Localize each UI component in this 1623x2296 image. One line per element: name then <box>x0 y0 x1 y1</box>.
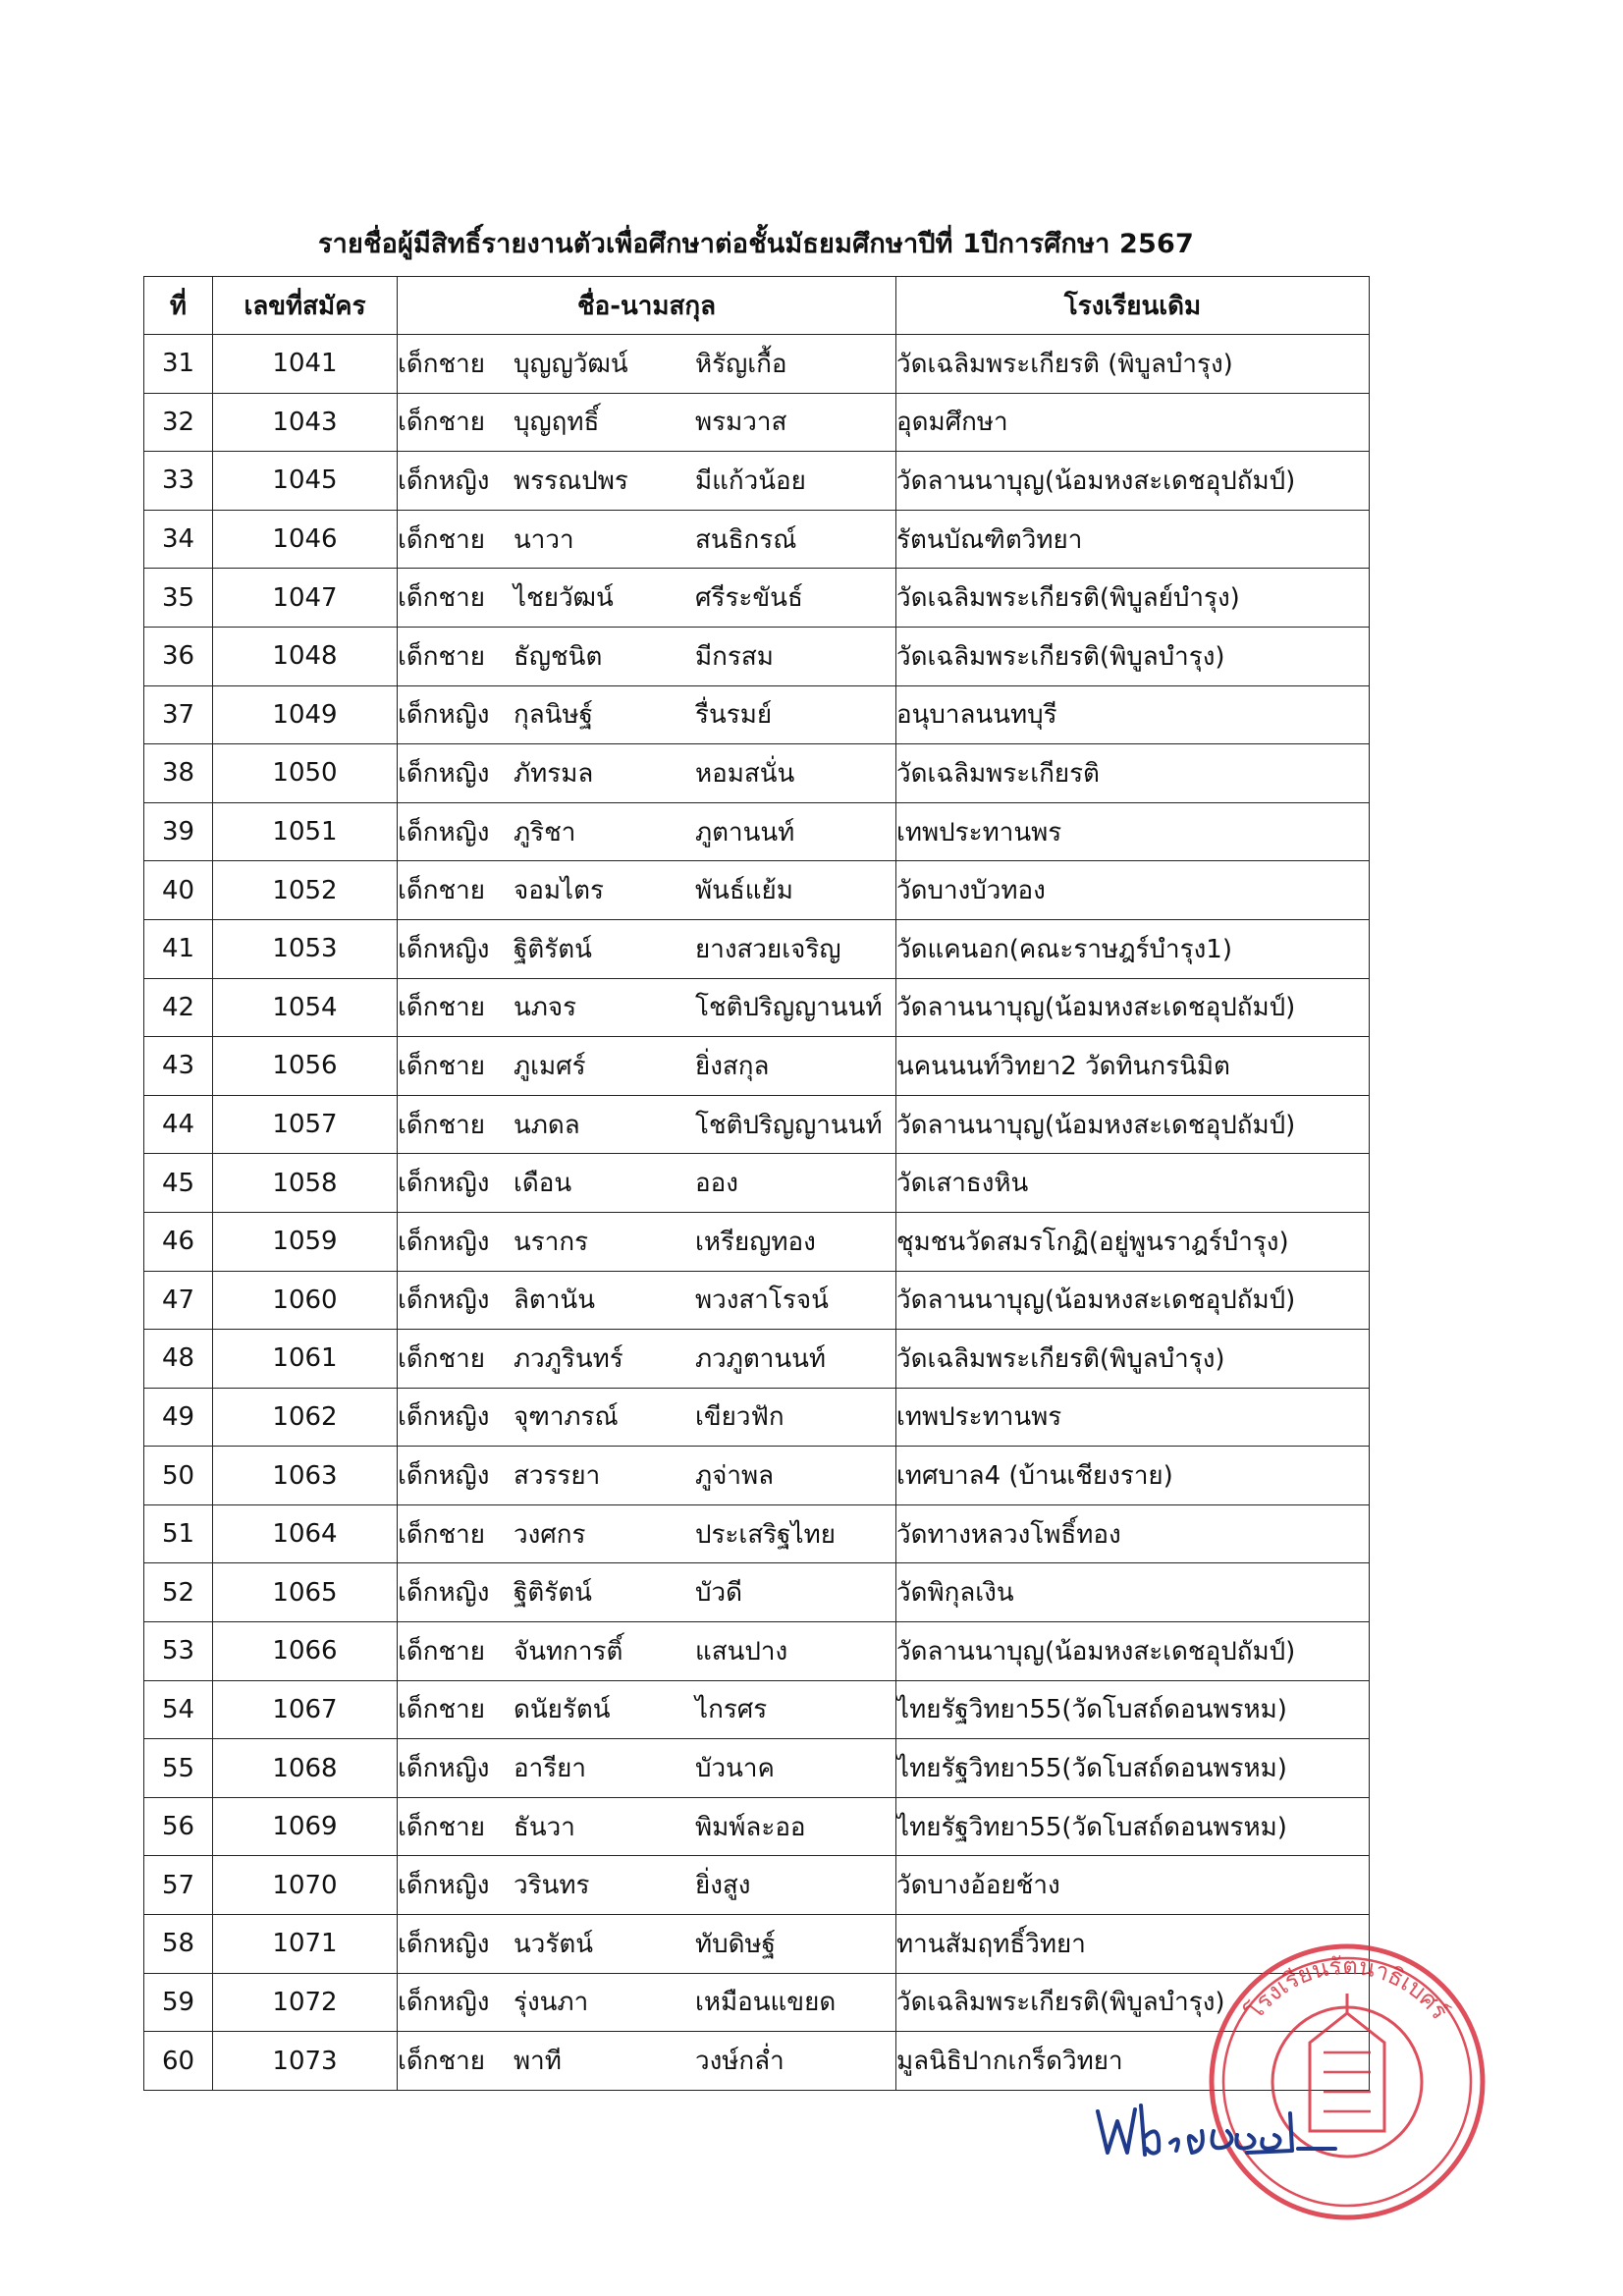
name-prefix: เด็กหญิง <box>398 1461 490 1492</box>
first-name: ไชยวัฒน์ <box>514 583 614 614</box>
previous-school: วัดทางหลวงโพธิ์ทอง <box>896 1504 1370 1563</box>
student-name <box>398 510 896 569</box>
row-number: 55 <box>144 1739 213 1798</box>
table-row <box>144 978 1370 1037</box>
header-previous-school: โรงเรียนเดิม <box>896 277 1370 335</box>
last-name: แสนปาง <box>695 1636 788 1667</box>
first-name: จันทการติ์ <box>514 1636 623 1667</box>
previous-school: ไทยรัฐวิทยา55(วัดโบสถ์ดอนพรหม) <box>896 1739 1370 1798</box>
first-name: นภจร <box>514 993 577 1023</box>
table-row <box>144 1095 1370 1154</box>
first-name: ภัทรมล <box>514 758 594 789</box>
name-prefix: เด็กหญิง <box>398 1871 490 1901</box>
last-name: ภูตานนท์ <box>695 817 795 847</box>
first-name: ภวภูรินทร์ <box>514 1343 623 1374</box>
row-number: 36 <box>144 627 213 685</box>
previous-school: นคนนนท์วิทยา2 วัดทินกรนิมิต <box>896 1037 1370 1096</box>
last-name: บัวดี <box>695 1578 742 1609</box>
first-name: พรรณปพร <box>514 465 628 496</box>
first-name: จอมไตร <box>514 876 604 906</box>
student-name <box>398 1797 896 1856</box>
row-number: 45 <box>144 1154 213 1213</box>
student-name <box>398 2032 896 2091</box>
name-prefix: เด็กชาย <box>398 1812 485 1842</box>
table-row <box>144 510 1370 569</box>
student-name <box>398 685 896 744</box>
name-prefix: เด็กหญิง <box>398 934 490 964</box>
student-name <box>398 802 896 861</box>
first-name: ฐิติรัตน์ <box>514 934 592 964</box>
student-roster-table <box>143 276 1370 2091</box>
row-number: 34 <box>144 510 213 569</box>
row-number: 33 <box>144 452 213 511</box>
previous-school: วัดเฉลิมพระเกียรติ <box>896 744 1370 803</box>
table-row <box>144 569 1370 628</box>
previous-school: วัดพิกุลเงิน <box>896 1563 1370 1622</box>
application-number: 1046 <box>213 510 398 569</box>
table-row <box>144 393 1370 452</box>
first-name: นาวา <box>514 524 574 555</box>
table-row <box>144 1563 1370 1622</box>
name-prefix: เด็กชาย <box>398 1343 485 1374</box>
table-row <box>144 1330 1370 1389</box>
previous-school: วัดเสาธงหิน <box>896 1154 1370 1213</box>
application-number: 1062 <box>213 1388 398 1447</box>
name-prefix: เด็กชาย <box>398 1519 485 1550</box>
row-number: 38 <box>144 744 213 803</box>
previous-school: วัดบางบัวทอง <box>896 861 1370 920</box>
student-name <box>398 1330 896 1389</box>
student-name <box>398 1739 896 1798</box>
first-name: วงศกร <box>514 1519 586 1550</box>
name-prefix: เด็กชาย <box>398 524 485 555</box>
name-prefix: เด็กหญิง <box>398 1988 490 2018</box>
previous-school: อนุบาลนนทบุรี <box>896 685 1370 744</box>
last-name: โชติปริญญานนท์ <box>695 993 883 1023</box>
name-prefix: เด็กหญิง <box>398 1754 490 1784</box>
table-row <box>144 1797 1370 1856</box>
table-row <box>144 1037 1370 1096</box>
last-name: ยางสวยเจริญ <box>695 934 841 964</box>
previous-school: วัดเฉลิมพระเกียรติ (พิบูลบำรุง) <box>896 335 1370 394</box>
name-prefix: เด็กชาย <box>398 349 485 379</box>
first-name: ดนัยรัตน์ <box>514 1695 611 1725</box>
previous-school: วัดบางอ้อยช้าง <box>896 1856 1370 1915</box>
table-row <box>144 1212 1370 1271</box>
application-number: 1052 <box>213 861 398 920</box>
table-row <box>144 627 1370 685</box>
last-name: เหรียญทอง <box>695 1227 816 1257</box>
last-name: ออง <box>695 1169 738 1199</box>
application-number: 1049 <box>213 685 398 744</box>
application-number: 1065 <box>213 1563 398 1622</box>
application-number: 1059 <box>213 1212 398 1271</box>
row-number: 58 <box>144 1915 213 1974</box>
seal-text: โรงเรียนรัตนาธิเบศร์ <box>1240 1951 1454 2025</box>
previous-school: อุดมศึกษา <box>896 393 1370 452</box>
previous-school: เทพประทานพร <box>896 1388 1370 1447</box>
application-number: 1054 <box>213 978 398 1037</box>
name-prefix: เด็กชาย <box>398 1636 485 1667</box>
last-name: มีแก้วน้อย <box>695 465 806 496</box>
last-name: ภูจ่าพล <box>695 1461 775 1492</box>
application-number: 1047 <box>213 569 398 628</box>
application-number: 1070 <box>213 1856 398 1915</box>
application-number: 1051 <box>213 802 398 861</box>
row-number: 35 <box>144 569 213 628</box>
row-number: 47 <box>144 1271 213 1330</box>
header-full-name: ชื่อ-นามสกุล <box>398 277 896 335</box>
application-number: 1053 <box>213 919 398 978</box>
table-row <box>144 1973 1370 2032</box>
first-name: กุลนิษฐ์ <box>514 700 593 731</box>
table-header <box>144 277 1370 335</box>
name-prefix: เด็กหญิง <box>398 1227 490 1257</box>
row-number: 43 <box>144 1037 213 1096</box>
student-name <box>398 1680 896 1739</box>
first-name: ลิตานัน <box>514 1285 595 1316</box>
application-number: 1045 <box>213 452 398 511</box>
previous-school: วัดลานนาบุญ(น้อมหงสะเดชอุปถัมป์) <box>896 1622 1370 1681</box>
first-name: เดือน <box>514 1169 572 1199</box>
table-row <box>144 1271 1370 1330</box>
first-name: ภูเมศร์ <box>514 1051 586 1081</box>
first-name: ภูริชา <box>514 817 576 847</box>
student-name <box>398 1154 896 1213</box>
row-number: 59 <box>144 1973 213 2032</box>
application-number: 1073 <box>213 2032 398 2091</box>
last-name: ไกรศร <box>695 1695 768 1725</box>
student-name <box>398 861 896 920</box>
name-prefix: เด็กหญิง <box>398 1169 490 1199</box>
first-name: นรากร <box>514 1227 589 1257</box>
student-name <box>398 1856 896 1915</box>
previous-school: ชุมชนวัดสมรโกฏิ(อยู่พูนราฎร์บำรุง) <box>896 1212 1370 1271</box>
table-row <box>144 1915 1370 1974</box>
last-name: หิรัญเกื้อ <box>695 349 787 379</box>
student-name <box>398 1037 896 1096</box>
row-number: 57 <box>144 1856 213 1915</box>
student-name <box>398 1447 896 1505</box>
student-name <box>398 1504 896 1563</box>
student-name <box>398 1271 896 1330</box>
previous-school: รัตนบัณฑิตวิทยา <box>896 510 1370 569</box>
first-name: บุญฤทธิ์ <box>514 408 600 438</box>
application-number: 1060 <box>213 1271 398 1330</box>
student-name <box>398 452 896 511</box>
table-row <box>144 1504 1370 1563</box>
row-number: 40 <box>144 861 213 920</box>
application-number: 1050 <box>213 744 398 803</box>
previous-school: เทศบาล4 (บ้านเชียงราย) <box>896 1447 1370 1505</box>
first-name: จุฑาภรณ์ <box>514 1402 619 1433</box>
row-number: 32 <box>144 393 213 452</box>
row-number: 44 <box>144 1095 213 1154</box>
application-number: 1061 <box>213 1330 398 1389</box>
student-name <box>398 1212 896 1271</box>
page-title: รายชื่อผู้มีสิทธิ์รายงานตัวเพื่อศึกษาต่อชั้นมัธยมศึกษาปีที่ 1ปีการศึกษา 2567 <box>317 229 1194 259</box>
last-name: ภวภูตานนท์ <box>695 1343 827 1374</box>
previous-school: ทานสัมฤทธิ์วิทยา <box>896 1915 1370 1974</box>
student-name <box>398 978 896 1037</box>
row-number: 39 <box>144 802 213 861</box>
row-number: 54 <box>144 1680 213 1739</box>
first-name: นวรัตน์ <box>514 1929 593 1959</box>
name-prefix: เด็กหญิง <box>398 1578 490 1609</box>
last-name: ยิ่งสกุล <box>695 1051 770 1081</box>
table-body <box>144 335 1370 2091</box>
previous-school: วัดลานนาบุญ(น้อมหงสะเดชอุปถัมป์) <box>896 1095 1370 1154</box>
application-number: 1048 <box>213 627 398 685</box>
row-number: 52 <box>144 1563 213 1622</box>
school-seal-stamp <box>1200 1935 1494 2229</box>
student-name <box>398 744 896 803</box>
application-number: 1063 <box>213 1447 398 1505</box>
table-row <box>144 1856 1370 1915</box>
name-prefix: เด็กหญิง <box>398 1402 490 1433</box>
signature <box>1090 2092 1384 2170</box>
last-name: ยิ่งสูง <box>695 1871 751 1901</box>
table-row <box>144 2032 1370 2091</box>
last-name: พวงสาโรจน์ <box>695 1285 829 1316</box>
last-name: สนธิกรณ์ <box>695 524 797 555</box>
first-name: อารียา <box>514 1754 587 1784</box>
application-number: 1058 <box>213 1154 398 1213</box>
first-name: วรินทร <box>514 1871 590 1901</box>
name-prefix: เด็กหญิง <box>398 817 490 847</box>
name-prefix: เด็กหญิง <box>398 1285 490 1316</box>
row-number: 53 <box>144 1622 213 1681</box>
last-name: หอมสนั่น <box>695 758 795 789</box>
first-name: บุญญวัฒน์ <box>514 349 628 379</box>
last-name: เขียวฟัก <box>695 1402 784 1433</box>
last-name: มีกรสม <box>695 641 774 672</box>
previous-school: วัดเฉลิมพระเกียรติ(พิบูลบำรุง) <box>896 1330 1370 1389</box>
table-row <box>144 919 1370 978</box>
table-row <box>144 1739 1370 1798</box>
last-name: พรมวาส <box>695 408 787 438</box>
last-name: ประเสริฐไทย <box>695 1519 836 1550</box>
first-name: พาที <box>514 2047 562 2077</box>
student-name <box>398 627 896 685</box>
student-name <box>398 1915 896 1974</box>
table-row <box>144 1447 1370 1505</box>
row-number: 51 <box>144 1504 213 1563</box>
previous-school: วัดเฉลิมพระเกียรติ(พิบูลบำรุง) <box>896 627 1370 685</box>
previous-school: ไทยรัฐวิทยา55(วัดโบสถ์ดอนพรหม) <box>896 1797 1370 1856</box>
previous-school: วัดเฉลิมพระเกียรติ(พิบูลบำรุง) <box>896 1973 1370 2032</box>
previous-school: วัดลานนาบุญ(น้อมหงสะเดชอุปถัมป์) <box>896 1271 1370 1330</box>
first-name: สวรรยา <box>514 1461 601 1492</box>
header-application-number: เลขที่สมัคร <box>213 277 398 335</box>
student-name <box>398 393 896 452</box>
table-row <box>144 802 1370 861</box>
previous-school: วัดลานนาบุญ(น้อมหงสะเดชอุปถัมป์) <box>896 978 1370 1037</box>
row-number: 56 <box>144 1797 213 1856</box>
application-number: 1041 <box>213 335 398 394</box>
name-prefix: เด็กชาย <box>398 993 485 1023</box>
student-name <box>398 335 896 394</box>
first-name: ฐิติรัตน์ <box>514 1578 592 1609</box>
name-prefix: เด็กหญิง <box>398 700 490 731</box>
application-number: 1066 <box>213 1622 398 1681</box>
name-prefix: เด็กชาย <box>398 583 485 614</box>
application-number: 1064 <box>213 1504 398 1563</box>
table-row <box>144 452 1370 511</box>
name-prefix: เด็กชาย <box>398 876 485 906</box>
application-number: 1069 <box>213 1797 398 1856</box>
table-row <box>144 1622 1370 1681</box>
last-name: วงษ์กล่ำ <box>695 2047 784 2077</box>
row-number: 60 <box>144 2032 213 2091</box>
row-number: 31 <box>144 335 213 394</box>
student-name <box>398 1388 896 1447</box>
previous-school: วัดเฉลิมพระเกียรติ(พิบูลย์บำรุง) <box>896 569 1370 628</box>
header-number: ที่ <box>144 277 213 335</box>
row-number: 37 <box>144 685 213 744</box>
application-number: 1072 <box>213 1973 398 2032</box>
table-row <box>144 1680 1370 1739</box>
table-row <box>144 335 1370 394</box>
application-number: 1056 <box>213 1037 398 1096</box>
name-prefix: เด็กชาย <box>398 1051 485 1081</box>
previous-school: วัดลานนาบุญ(น้อมหงสะเดชอุปถัมป์) <box>896 452 1370 511</box>
student-name <box>398 1095 896 1154</box>
row-number: 46 <box>144 1212 213 1271</box>
student-name <box>398 1563 896 1622</box>
table-row <box>144 1388 1370 1447</box>
previous-school: เทพประทานพร <box>896 802 1370 861</box>
name-prefix: เด็กชาย <box>398 1110 485 1140</box>
table-row <box>144 1154 1370 1213</box>
last-name: โชติปริญญานนท์ <box>695 1110 883 1140</box>
first-name: รุ่งนภา <box>514 1988 589 2018</box>
table-row <box>144 685 1370 744</box>
previous-school: ไทยรัฐวิทยา55(วัดโบสถ์ดอนพรหม) <box>896 1680 1370 1739</box>
last-name: ทับดิษฐ์ <box>695 1929 777 1959</box>
name-prefix: เด็กชาย <box>398 641 485 672</box>
last-name: บัวนาค <box>695 1754 775 1784</box>
application-number: 1071 <box>213 1915 398 1974</box>
last-name: ศรีระขันธ์ <box>695 583 803 614</box>
row-number: 41 <box>144 919 213 978</box>
table-row <box>144 744 1370 803</box>
last-name: พันธ์แย้ม <box>695 876 793 906</box>
name-prefix: เด็กหญิง <box>398 1929 490 1959</box>
first-name: ธันวา <box>514 1812 575 1842</box>
name-prefix: เด็กหญิง <box>398 758 490 789</box>
last-name: รื่นรมย์ <box>695 700 773 731</box>
student-name <box>398 1973 896 2032</box>
application-number: 1068 <box>213 1739 398 1798</box>
row-number: 48 <box>144 1330 213 1389</box>
application-number: 1067 <box>213 1680 398 1739</box>
student-name <box>398 919 896 978</box>
name-prefix: เด็กชาย <box>398 1695 485 1725</box>
application-number: 1057 <box>213 1095 398 1154</box>
previous-school: มูลนิธิปากเกร็ดวิทยา <box>896 2032 1370 2091</box>
table-row <box>144 861 1370 920</box>
first-name: ธัญชนิต <box>514 641 603 672</box>
previous-school: วัดแคนอก(คณะราษฎร์บำรุง1) <box>896 919 1370 978</box>
name-prefix: เด็กหญิง <box>398 465 490 496</box>
last-name: พิมพ์ละออ <box>695 1812 806 1842</box>
application-number: 1043 <box>213 393 398 452</box>
row-number: 42 <box>144 978 213 1037</box>
first-name: นภดล <box>514 1110 580 1140</box>
student-name <box>398 569 896 628</box>
name-prefix: เด็กชาย <box>398 2047 485 2077</box>
row-number: 49 <box>144 1388 213 1447</box>
row-number: 50 <box>144 1447 213 1505</box>
name-prefix: เด็กชาย <box>398 408 485 438</box>
last-name: เหมือนแขยด <box>695 1988 837 2018</box>
student-name <box>398 1622 896 1681</box>
